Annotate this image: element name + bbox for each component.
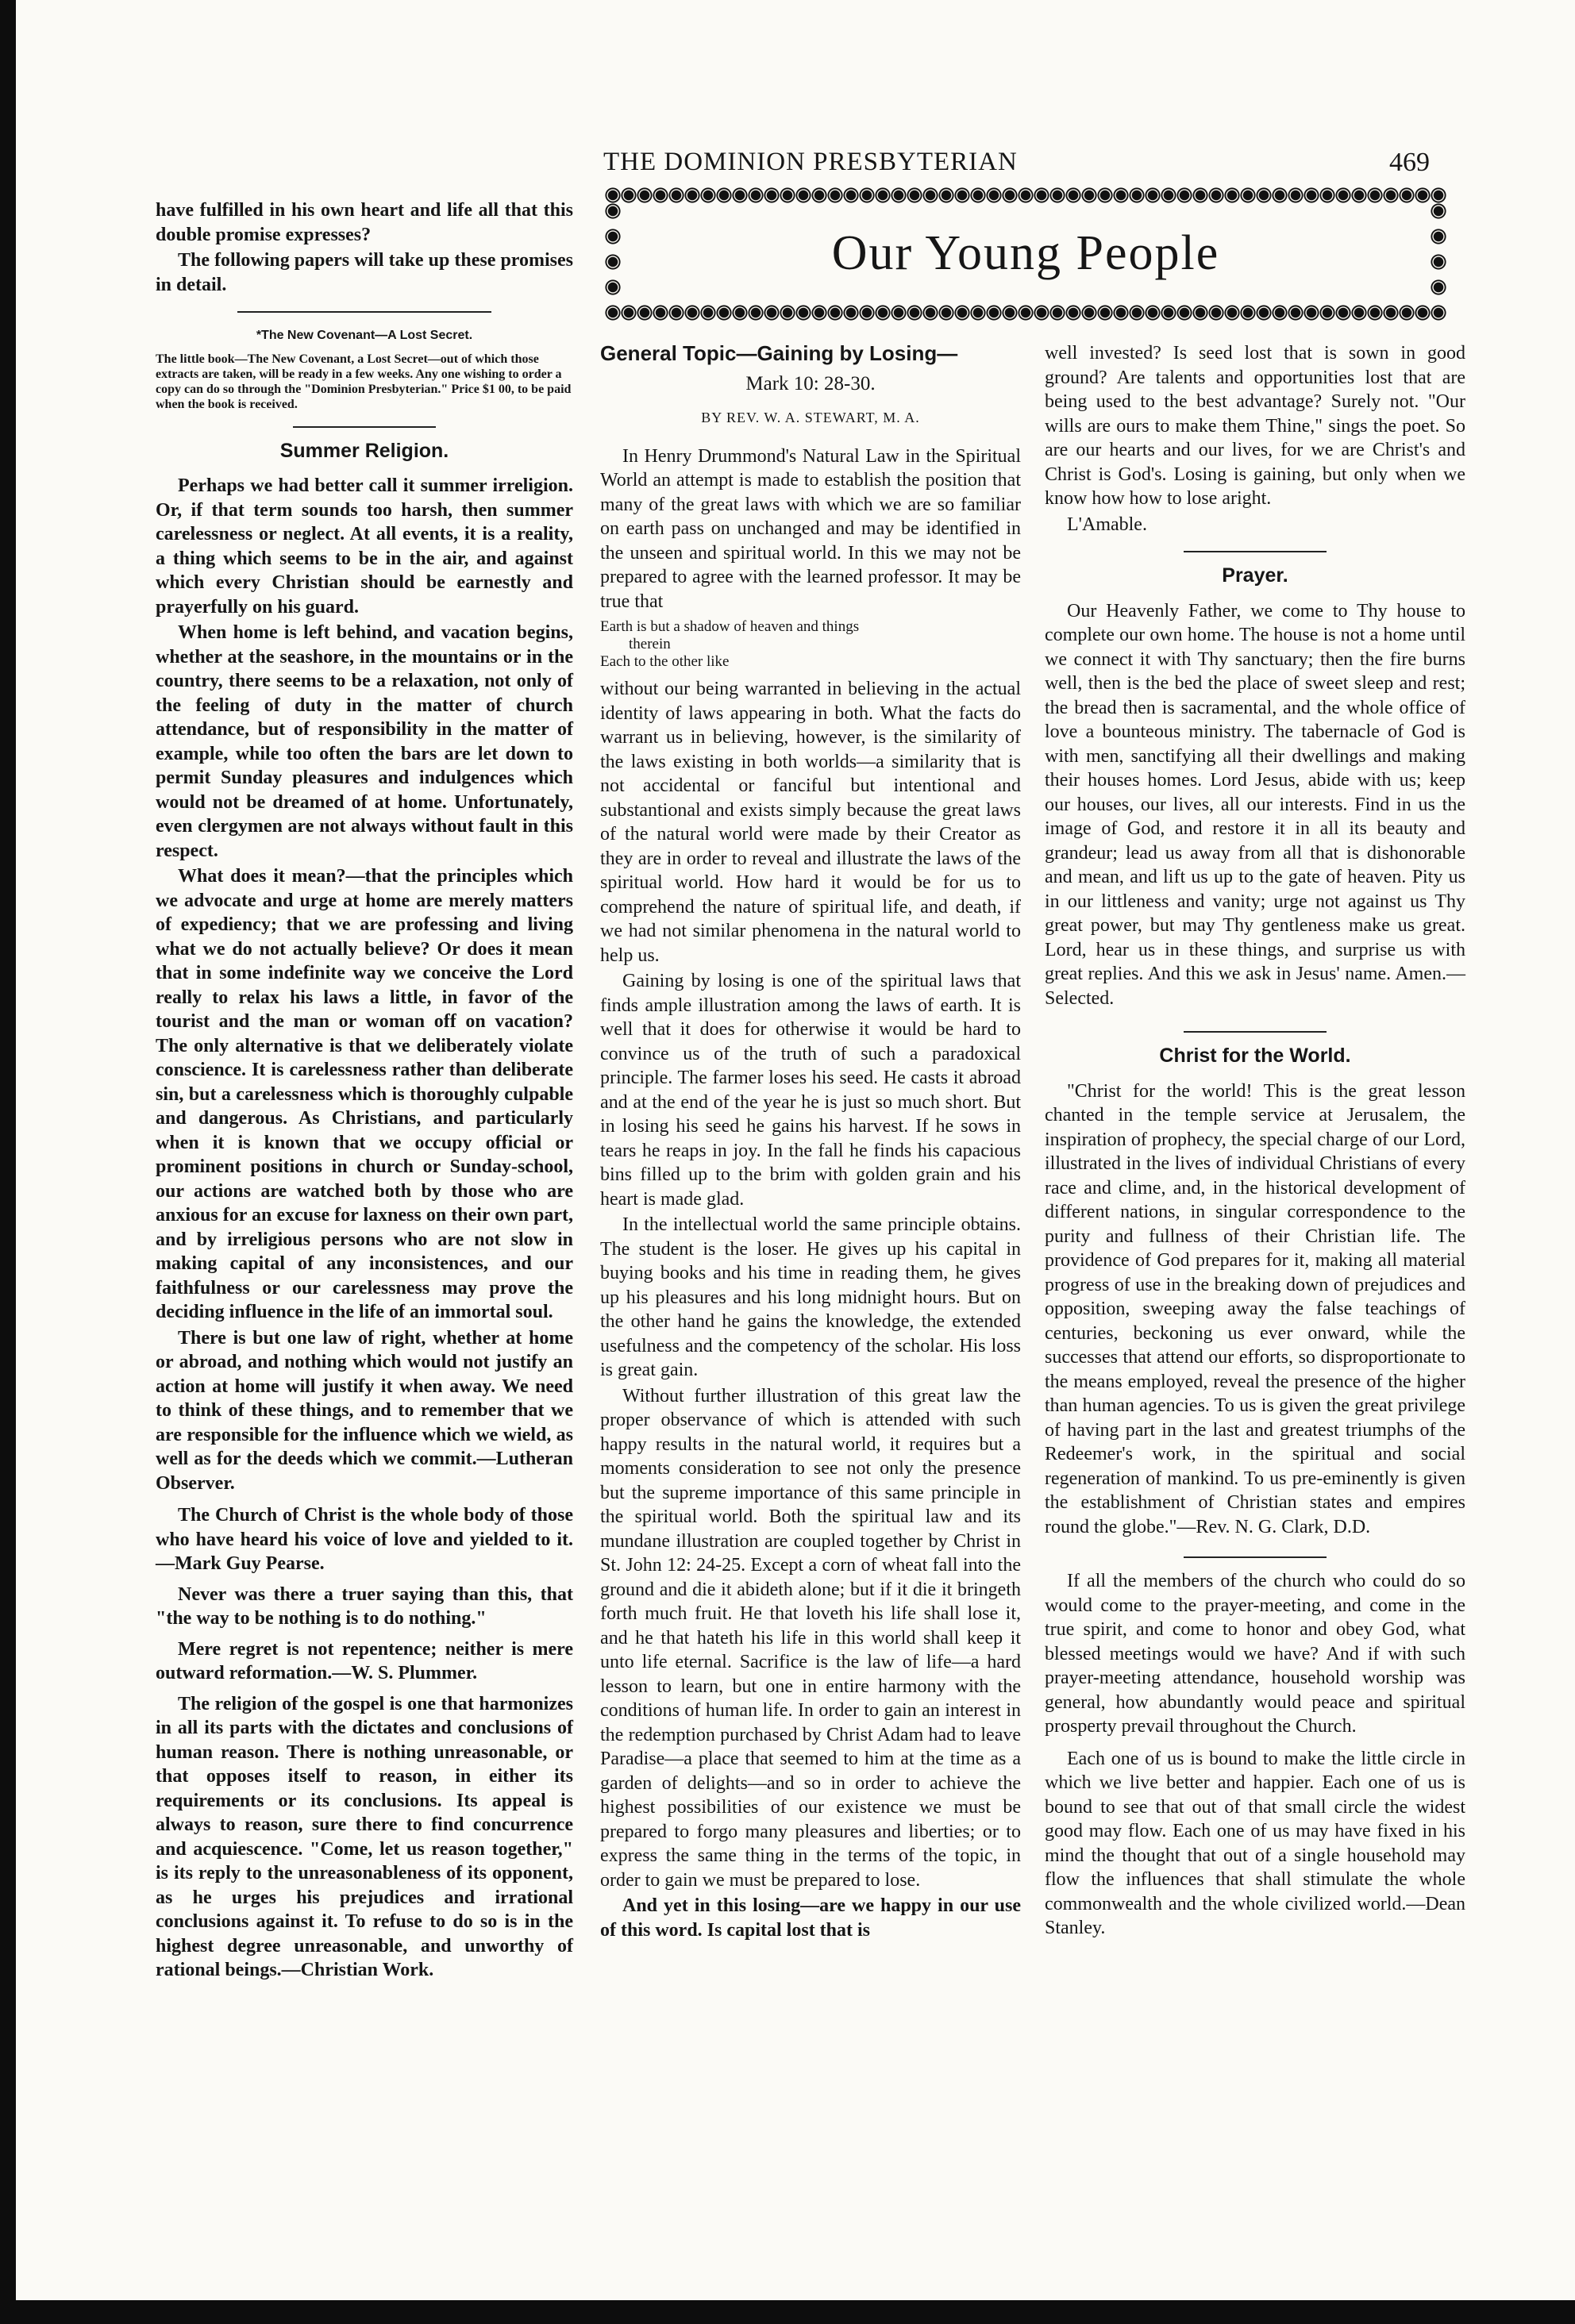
column-right bbox=[1045, 341, 1465, 1941]
scan-border-bottom bbox=[0, 2300, 1575, 2324]
section-banner bbox=[605, 187, 1446, 321]
article-paragraph: What does it mean?—that the principles which we advocate and urge at home are merely matters of expediency; that we are professing and living what we do not actually believe? Or does it mean that in some indefinite way we conceive the Lord really to relax his laws a little, in favor of the tourist and the man or woman off on vacation? The only alternative is that we deliberately violate conscience. It is carelessness rather than deliberate sin, but a carelessness which is thoroughly culpable and dangerous. As Christians, and particularly when it is known that we occupy official or prominent positions in church or Sunday-school, our actions are watched both by those who are anxious for an excuse for laxness on their own part, and by irreligious persons who are not slow in making capital of any inconsistences, and our faithfulness or our carelessness may prove the deciding influence in the life of an immortal soul. bbox=[156, 866, 573, 1322]
article-paragraph: Without further illustration of this great law the proper observance of which is attended with such happy results in the natural world, it requires but a moments consideration to see not only the presence but the supreme importance of this same principle in the spiritual world. Both the spiritual law and its mundane illustration are coupled together by Christ in St. John 12: 24-25. Except a corn of wheat fall into the ground and die it abideth alone; but if it die it bringeth forth much fruit. He that loveth his life shall lose it, and he that hateth his life in this world shall keep it unto life eternal. Sacrifice is the law of life—a hard lesson to learn, but one in entire harmony with the conditions of human life. In order to gain an interest in the redemption purchased by Christ Adam had to leave Paradise—a place that seemed to him at the time as a garden of delights—and so in order to achieve the highest possibilities of our existence we must be prepared to forgo many pleasures and liberties; or to express the same thing in the terms of the topic, in order to gain we must be prepared to lose. bbox=[600, 1385, 1021, 1891]
article-paragraph: Each one of us is bound to make the little circle in which we live better and happier. Each one of us is bound to see that out of that small circle the widest good may flow. Each one of us may have fixed in his mind the thought that out of a single household may flow the influences that shall stimulate the whole commonwealth and the whole civilized world.—Dean Stanley. bbox=[1045, 1748, 1465, 1938]
article-paragraph: Perhaps we had better call it summer irreligion. Or, if that term sounds too harsh, then summer carelessness or neglect. At all events, it is a reality, a thing which seems to be in the air, and against which every Christian should be earnestly and prayerfully on his guard. bbox=[156, 475, 573, 618]
divider bbox=[293, 426, 436, 428]
article-signoff: L'Amable. bbox=[1067, 514, 1147, 535]
intro-paragraph: have fulfilled in his own heart and life all that this double promise expresses? bbox=[156, 200, 573, 245]
topic-heading: General Topic—Gaining by Losing— bbox=[600, 341, 958, 365]
article-paragraph: Our Heavenly Father, we come to Thy house to complete our own home. The house is not a home until we connect it with Thy sanctuary; then the fire burns well, then is the bed the place of sweet sleep and rest; the bread then is sacramental, and the whole office of love a bounteous ministry. The tabernacle of God is with men, sanctifying all their dwellings and making their houses homes. Lord Jesus, abide with us; keep our houses, our lives, all our interests. Find in us the image of God, and restore it in all its beauty and grandeur; lead us away from all that is dishonorable and mean, and lift us up to the gate of heaven. Pity us in our littleness and vanity; urge not against us Thy great power, but may Thy gentleness make us great. Lord, hear us in these things, and surprise us with great replies. And this we ask in Jesus' name. Amen.—Selected. bbox=[1045, 600, 1465, 1009]
scripture-reference: Mark 10: 28-30. bbox=[745, 372, 876, 394]
page-number: 469 bbox=[1389, 148, 1430, 177]
column-middle bbox=[600, 341, 1021, 1942]
quote-paragraph: The Church of Christ is the whole body of those who have heard his voice of love and yielded to it.—Mark Guy Pearse. bbox=[156, 1505, 573, 1574]
banner-title: Our Young People bbox=[831, 226, 1220, 280]
intro-paragraph: The following papers will take up these promises in detail. bbox=[156, 250, 573, 295]
banner-border-top bbox=[605, 187, 1446, 203]
article-heading-christ-for-the-world: Christ for the World. bbox=[1159, 1045, 1351, 1067]
verse-line: therein bbox=[629, 636, 671, 652]
article-paragraph: There is but one law of right, whether at home or abroad, and nothing which would not justify an action at home will justify it when away. We need to think of these things, and to remember that we are responsible for the influence which we wield, as well as for the deeds which we commit.—Lutheran Observer. bbox=[156, 1327, 573, 1494]
article-paragraph: well invested? Is seed lost that is sown in good ground? Are talents and opportunities lost that are being used to the best advantage? Surely not. "Our wills are ours to make them Thine," sings the poet. So are our hearts and our lives, for we are Christ's and Christ is God's. Losing is gaining, but only when we know how how to lose aright. bbox=[1045, 343, 1465, 509]
notice-title: *The New Covenant—A Lost Secret. bbox=[256, 329, 473, 342]
article-paragraph: If all the members of the church who could do so would come to the prayer-meeting, and come in the true spirit, and come to honor and obey God, what blessed meetings would we have? And if with such prayer-meeting attendance, household worship was general, how abundantly would peace and spiritual prosperty prevail throughout the Church. bbox=[1045, 1571, 1465, 1737]
article-heading-summer-religion: Summer Religion. bbox=[279, 439, 449, 462]
divider bbox=[237, 311, 491, 313]
article-paragraph: "Christ for the world! This is the great lesson chanted in the temple service at Jerusalem, the inspiration of prophecy, the special charge of our Lord, illustrated in the lives of individual Christians of every race and clime, and, in the historical development of different nations, in singular correspondence to the purity and fullness of their Christian life. The providence of God prepares for it, making all material progress of use in the breaking down of prejudices and opposition, sweeping away the false teachings of centuries, beckoning us ever onward, while the successes that attend our efforts, so disproportionate to the means employed, reveal the presence of the higher than human agencies. To us is given the great privilege of having part in the last and greatest triumphs of the Redeemer's work, in the spiritual and social regeneration of mankind. To us pre-eminently is given the establishment of Christian states and empires round the globe."—Rev. N. G. Clark, D.D. bbox=[1045, 1080, 1465, 1537]
article-paragraph: In Henry Drummond's Natural Law in the Spiritual World an attempt is made to establish the position that many of the great laws with which we are so familiar on earth pass on unchanged and may be identified in the unseen and spiritual world. In this we may not be prepared to agree with the learned professor. It may be true that bbox=[600, 445, 1021, 612]
article-paragraph: without our being warranted in believing in the actual identity of laws appearing in both. What the facts do warrant us in believing, however, is the similarity of the laws existing in both worlds—a similarity that is not accidental or fanciful but intentional and substantional and exists simply because the great laws of the natural world were made by their Creator as they are in order to reveal and illustrate the laws of the spiritual world. How hard it would be for us to comprehend the nature of spiritual life, and death, if we had not similar phenomena in the natural world to help us. bbox=[600, 679, 1021, 966]
article-paragraph: And yet in this losing—are we happy in our use of this word. Is capital lost that is bbox=[600, 1895, 1021, 1941]
quote-paragraph: The religion of the gospel is one that harmonizes in all its parts with the dictates and conclusions of human reason. There is nothing unreasonable, or that opposes itself to reason, in either its requirements or its conclusions. Its appeal is always to reason, sure there to find concurrence and acquiescence. "Come, let us reason together," is its reply to the unreasonableness of its opponent, as he urges his prejudices and irrational conclusions against it. To refuse to do so is in the highest degree unreasonable, and unworthy of rational beings.—Christian Work. bbox=[156, 1693, 573, 1980]
article-paragraph: When home is left behind, and vacation begins, whether at the seashore, in the mountains or in the country, there seems to be a relaxation, not only of the feeling of duty in the matter of church attendance, but of responsibility in the matter of example, while too often the bars are let down to permit Sunday pleasures and indulgences which would not be dreamed of at home. Unfortunately, even clergymen are not always without fault in this respect. bbox=[156, 622, 573, 861]
page-title: THE DOMINION PRESBYTERIAN bbox=[603, 148, 1018, 176]
quote-paragraph: Never was there a truer saying than this, that "the way to be nothing is to do nothing." bbox=[156, 1583, 573, 1629]
article-heading-prayer: Prayer. bbox=[1222, 564, 1288, 587]
scan-border-left bbox=[0, 0, 16, 2324]
notice-text: The little book—The New Covenant, a Lost Secret—out of which those extracts are taken, will be ready in a few weeks. Any one wishing to order a copy can do so through the "Dominion Presbyterian." Price $1 00, to be paid when the book is received. bbox=[156, 352, 572, 411]
verse-line: Each to the other like bbox=[600, 653, 730, 670]
quote-paragraph: Mere regret is not repentence; neither is mere outward reformation.—W. S. Plummer. bbox=[156, 1638, 573, 1683]
divider bbox=[1184, 1031, 1327, 1033]
article-paragraph: In the intellectual world the same principle obtains. The student is the loser. He gives up his capital in buying books and his time in reading them, he gives up his pleasures and his long midnight hours. But on the other hand he gains the knowledge, the extended usefulness and the competency of the scholar. His loss is great gain. bbox=[600, 1214, 1021, 1380]
article-paragraph: Gaining by losing is one of the spiritual laws that finds ample illustration among the laws of earth. It is well that it does for otherwise it would be hard to convince us of the truth of such a paradoxical principle. The farmer loses his seed. He casts it abroad and at the end of the year he is just so much short. But in losing his seed he gains his harvest. If he sows in tears he reaps in joy. In the fall he finds his capacious bins filled up to the brim with golden grain and his heart is made glad. bbox=[600, 971, 1021, 1210]
banner-border-bottom bbox=[605, 305, 1446, 321]
divider bbox=[1184, 1556, 1327, 1558]
verse-line: Earth is but a shadow of heaven and things bbox=[600, 618, 860, 635]
divider bbox=[1184, 551, 1327, 552]
column-left bbox=[156, 198, 573, 1983]
verse-quote bbox=[600, 618, 1021, 671]
byline: BY REV. W. A. STEWART, M. A. bbox=[701, 410, 920, 425]
